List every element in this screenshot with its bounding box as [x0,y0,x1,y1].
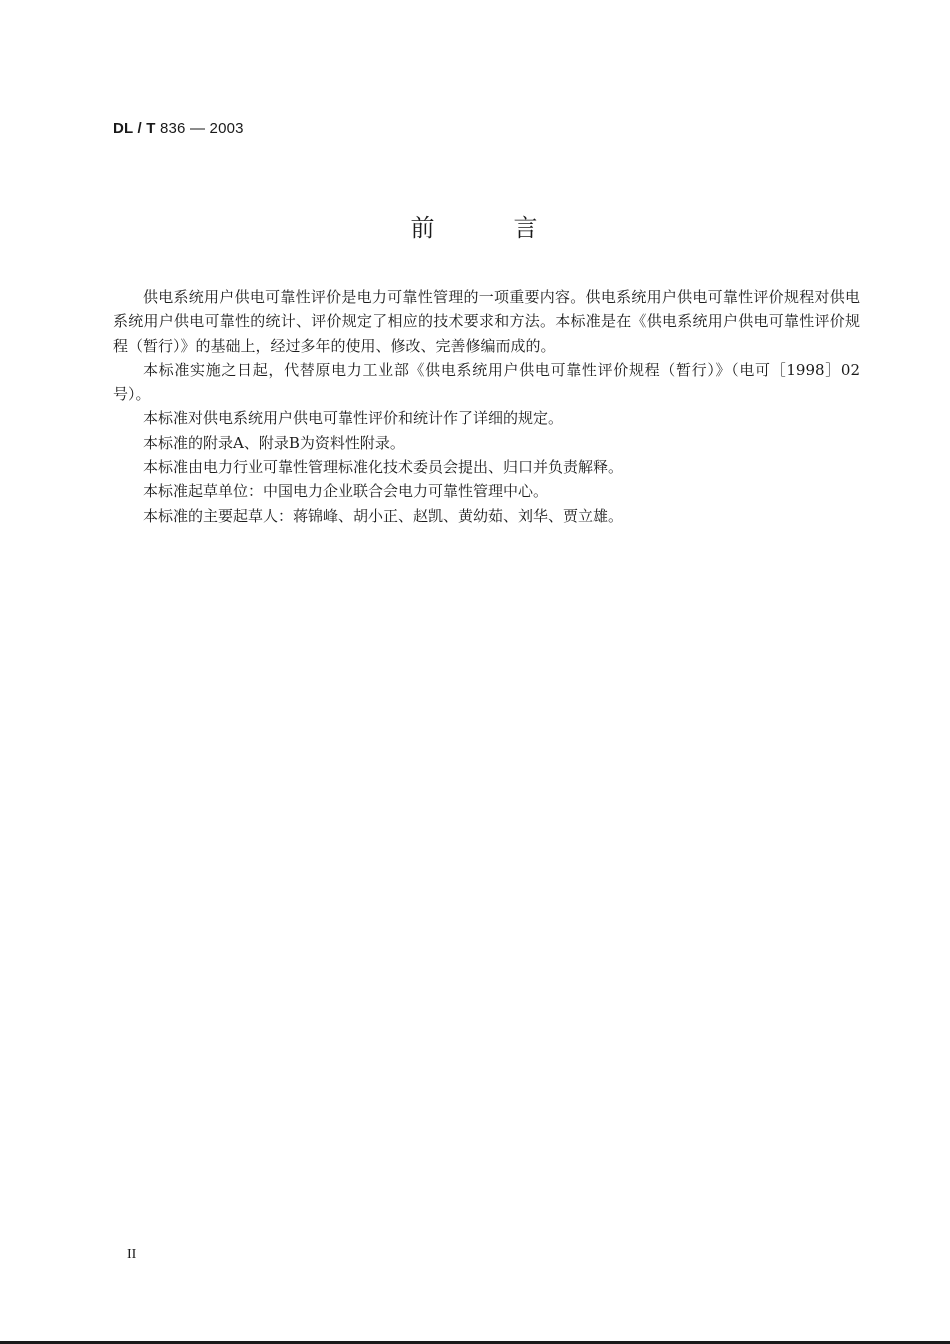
standard-prefix: DL / T [113,120,156,137]
page-number: II [127,1247,137,1262]
paragraph-intro: 供电系统用户供电可靠性评价是电力可靠性管理的一项重要内容。供电系统用户供电可靠性评价规程对供电系统用户供电可靠性的统计、评价规定了相应的技术要求和方法。本标准是在《供电系统用户供电可靠性评价规程（暂行）》的基础上，经过多年的使用、修改、完善修编而成的。 [113,288,860,355]
preface-body [113,285,860,528]
paragraph-drafting-unit: 本标准起草单位：中国电力企业联合会电力可靠性管理中心。 [143,482,549,501]
paragraph-drafters: 本标准的主要起草人：蒋锦峰、胡小正、赵凯、黄幼茹、刘华、贾立雄。 [143,506,624,525]
paragraph-replacement: 本标准实施之日起，代替原电力工业部《供电系统用户供电可靠性评价规程（暂行）》（电可［1998］02号）。 [113,360,860,404]
standard-number: 836 — 2003 [155,120,244,137]
paragraph-appendix: 本标准的附录A、附录B为资料性附录。 [143,433,405,452]
paragraph-scope: 本标准对供电系统用户供电可靠性评价和统计作了详细的规定。 [143,409,564,428]
paragraph-proposer: 本标准由电力行业可靠性管理标准化技术委员会提出、归口并负责解释。 [143,458,624,477]
document-code [113,120,244,137]
page-title: 前 言 [410,214,540,242]
